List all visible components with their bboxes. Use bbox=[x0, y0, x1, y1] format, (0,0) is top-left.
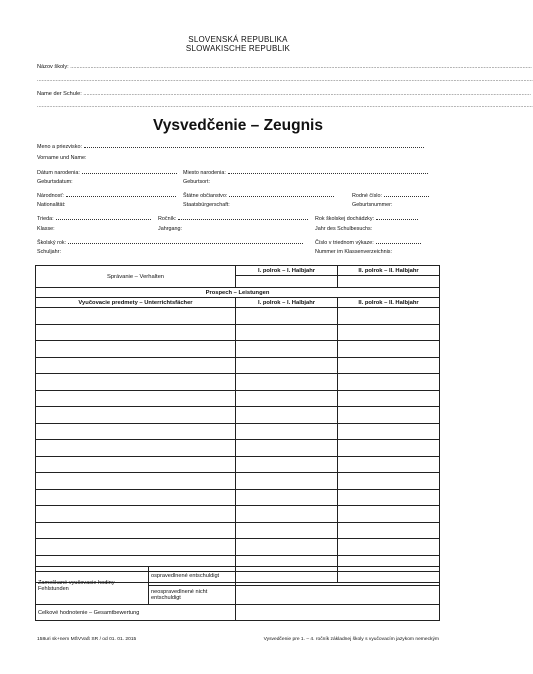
birth-number-field[interactable] bbox=[384, 191, 429, 197]
subject-name-cell[interactable] bbox=[36, 308, 236, 325]
table-row bbox=[36, 605, 440, 621]
dotted-line: ............................................................................................................................................................................................................................................................................................................................... bbox=[37, 77, 533, 83]
name-de-label: Vorname und Name: bbox=[37, 155, 87, 161]
subject-half2-cell[interactable] bbox=[338, 522, 440, 539]
subject-row bbox=[36, 489, 440, 506]
form-code: 158uri sk+nem MŠVVaŠ SR / od 01. 01. 2015 bbox=[37, 637, 137, 642]
grade-field[interactable] bbox=[178, 214, 308, 220]
citizenship-row: Štátne občianstvo: bbox=[183, 191, 353, 199]
register-number-de-label: Nummer im Klassenverzeichnis: bbox=[315, 249, 392, 255]
behavior-half2-cell[interactable] bbox=[338, 276, 440, 288]
subject-half1-cell[interactable] bbox=[236, 473, 338, 490]
subject-half1-cell[interactable] bbox=[236, 374, 338, 391]
subject-half2-cell[interactable] bbox=[338, 324, 440, 341]
table-row bbox=[36, 266, 440, 276]
overall-label: Celkové hodnotenie – Gesamtbewertung bbox=[36, 605, 236, 621]
half2-header: II. polrok – II. Halbjahr bbox=[338, 298, 440, 308]
subject-row bbox=[36, 374, 440, 391]
grades-table bbox=[35, 265, 440, 583]
subject-half2-cell[interactable] bbox=[338, 308, 440, 325]
birth-number-row: Rodné číslo: bbox=[352, 191, 440, 199]
nationality-de-label: Nationalität: bbox=[37, 202, 66, 208]
class-row: Trieda: bbox=[37, 214, 157, 222]
dob-row: Dátum narodenia: bbox=[37, 168, 187, 176]
subject-half2-cell[interactable] bbox=[338, 374, 440, 391]
subject-name-cell[interactable] bbox=[36, 522, 236, 539]
name-label: Meno a priezvisko: bbox=[37, 144, 82, 150]
subject-row bbox=[36, 308, 440, 325]
excused-field[interactable] bbox=[236, 567, 440, 586]
subject-name-cell[interactable] bbox=[36, 456, 236, 473]
register-number-field[interactable] bbox=[376, 238, 421, 244]
attendance-de-label: Jahr des Schulbesuchs: bbox=[315, 226, 373, 232]
subject-name-cell[interactable] bbox=[36, 357, 236, 374]
pob-de-label: Geburtsort: bbox=[183, 179, 210, 185]
subject-half1-cell[interactable] bbox=[236, 390, 338, 407]
behavior-half1-cell[interactable] bbox=[236, 276, 338, 288]
subject-half1-cell[interactable] bbox=[236, 522, 338, 539]
attendance-row: Rok školskej dochádzky: bbox=[315, 214, 440, 222]
subject-half2-cell[interactable] bbox=[338, 407, 440, 424]
subject-name-cell[interactable] bbox=[36, 506, 236, 523]
subject-half2-cell[interactable] bbox=[338, 423, 440, 440]
country-name-de: SLOWAKISCHE REPUBLIK bbox=[185, 44, 291, 53]
dob-de-label: Geburtsdatum: bbox=[37, 179, 73, 185]
name-row bbox=[37, 142, 440, 150]
subject-half1-cell[interactable] bbox=[236, 440, 338, 457]
school-year-row: Školský rok: bbox=[37, 238, 317, 246]
school-name-sk-label: Názov školy: bbox=[37, 64, 69, 70]
subject-row bbox=[36, 440, 440, 457]
pob-field[interactable] bbox=[228, 168, 428, 174]
subject-row bbox=[36, 341, 440, 358]
half1-header: I. polrok – I. Halbjahr bbox=[236, 298, 338, 308]
subject-name-cell[interactable] bbox=[36, 407, 236, 424]
subject-row bbox=[36, 473, 440, 490]
half2-header: II. polrok – II. Halbjahr bbox=[338, 266, 440, 276]
register-number-row: Číslo v triednom výkaze: bbox=[315, 238, 440, 246]
subject-half2-cell[interactable] bbox=[338, 341, 440, 358]
subject-row bbox=[36, 506, 440, 523]
subject-half1-cell[interactable] bbox=[236, 324, 338, 341]
subject-half2-cell[interactable] bbox=[338, 489, 440, 506]
subject-half1-cell[interactable] bbox=[236, 506, 338, 523]
subject-name-cell[interactable] bbox=[36, 390, 236, 407]
citizenship-de-label: Staatsbürgerschaft: bbox=[183, 202, 230, 208]
subject-half2-cell[interactable] bbox=[338, 506, 440, 523]
citizenship-field[interactable] bbox=[229, 191, 334, 197]
excused-label: ospravedlnené entschuldigt bbox=[149, 567, 236, 586]
subject-name-cell[interactable] bbox=[36, 341, 236, 358]
school-year-field[interactable] bbox=[68, 238, 303, 244]
school-name-de-field[interactable]: ................................................................................................................................................................................................................................................................................................ bbox=[83, 91, 531, 97]
class-field[interactable] bbox=[56, 214, 151, 220]
dob-field[interactable] bbox=[82, 168, 177, 174]
grade-row: Ročník: bbox=[158, 214, 318, 222]
half1-header: I. polrok – I. Halbjahr bbox=[236, 266, 338, 276]
subject-half1-cell[interactable] bbox=[236, 341, 338, 358]
unexcused-field[interactable] bbox=[236, 586, 440, 605]
subject-name-cell[interactable] bbox=[36, 324, 236, 341]
school-name-de-row bbox=[37, 91, 531, 97]
subject-row bbox=[36, 407, 440, 424]
section-header: Prospech – Leistungen bbox=[36, 288, 440, 298]
subject-half1-cell[interactable] bbox=[236, 357, 338, 374]
document-title: Vysvedčenie – Zeugnis bbox=[152, 117, 323, 134]
dotted-line: ............................................................................................................................................................................................................................................................................................................................... bbox=[37, 103, 533, 109]
subject-row bbox=[36, 357, 440, 374]
pob-row: Miesto narodenia: bbox=[183, 168, 440, 176]
subjects-header: Vyučovacie predmety – Unterrichtsfächer bbox=[36, 298, 236, 308]
subject-half1-cell[interactable] bbox=[236, 539, 338, 556]
subject-name-cell[interactable] bbox=[36, 539, 236, 556]
subject-row bbox=[36, 390, 440, 407]
nationality-row: Národnosť: bbox=[37, 191, 183, 199]
grade-de-label: Jahrgang: bbox=[158, 226, 182, 232]
table-row bbox=[36, 288, 440, 298]
subject-half1-cell[interactable] bbox=[236, 456, 338, 473]
subject-half1-cell[interactable] bbox=[236, 489, 338, 506]
unexcused-label: neospravedlnené nicht entschuldigt bbox=[149, 586, 236, 605]
attendance-field[interactable] bbox=[376, 214, 418, 220]
subject-half1-cell[interactable] bbox=[236, 423, 338, 440]
subject-half2-cell[interactable] bbox=[338, 440, 440, 457]
subject-name-cell[interactable] bbox=[36, 489, 236, 506]
school-name-sk-row bbox=[37, 64, 532, 70]
country-name-sk: SLOVENSKÁ REPUBLIKA bbox=[188, 35, 288, 44]
birth-number-de-label: Geburtsnummer: bbox=[352, 202, 393, 208]
behavior-label: Správanie – Verhalten bbox=[36, 266, 236, 288]
class-de-label: Klasse: bbox=[37, 226, 55, 232]
subject-name-cell[interactable] bbox=[36, 423, 236, 440]
subject-name-cell[interactable] bbox=[36, 374, 236, 391]
subject-half1-cell[interactable] bbox=[236, 308, 338, 325]
subject-row bbox=[36, 324, 440, 341]
subject-row bbox=[36, 423, 440, 440]
table-row bbox=[36, 567, 440, 586]
subject-half1-cell[interactable] bbox=[236, 407, 338, 424]
subject-half2-cell[interactable] bbox=[338, 456, 440, 473]
name-field[interactable] bbox=[84, 142, 424, 148]
overall-field[interactable] bbox=[236, 605, 440, 621]
form-description: Vysvedčenie pre 1. – 4. ročník základnej školy s vyučovacím jazykom nemeckým bbox=[263, 637, 439, 642]
subject-row bbox=[36, 522, 440, 539]
school-name-sk-field[interactable]: ......................................................................................................................................................................................................................................................................................................... bbox=[70, 64, 532, 70]
subject-half2-cell[interactable] bbox=[338, 357, 440, 374]
subject-half2-cell[interactable] bbox=[338, 539, 440, 556]
absences-table bbox=[35, 566, 440, 621]
subject-half2-cell[interactable] bbox=[338, 473, 440, 490]
subject-name-cell[interactable] bbox=[36, 473, 236, 490]
nationality-field[interactable] bbox=[66, 191, 176, 197]
absences-label: Zameškané vyučovacie hodiny Fehlstunden bbox=[36, 567, 149, 605]
school-year-de-label: Schuljahr: bbox=[37, 249, 61, 255]
subject-row bbox=[36, 456, 440, 473]
school-name-de-label: Name der Schule: bbox=[37, 91, 82, 97]
table-row bbox=[36, 298, 440, 308]
subject-name-cell[interactable] bbox=[36, 440, 236, 457]
subject-half2-cell[interactable] bbox=[338, 390, 440, 407]
subject-row bbox=[36, 539, 440, 556]
